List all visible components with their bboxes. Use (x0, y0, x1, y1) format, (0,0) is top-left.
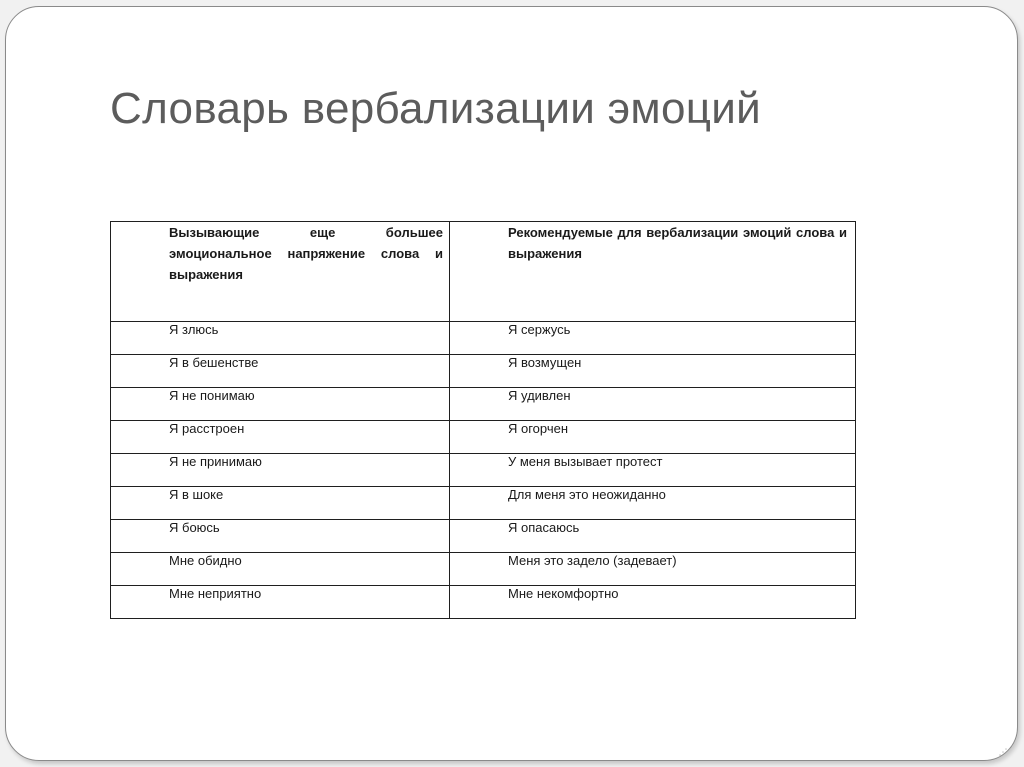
table-row (111, 454, 856, 487)
table-row (111, 586, 856, 619)
table-header-row (111, 222, 856, 322)
table-row (111, 388, 856, 421)
table-row (111, 553, 856, 586)
header-cell-intensifying: Вызывающие еще большее эмоциональное напряжение слова и выражения (111, 222, 450, 322)
emotion-vocabulary-table (110, 221, 856, 619)
table-cell-recommended: Я удивлен (450, 388, 856, 421)
dotted-corner-icon (998, 747, 1008, 757)
table-cell-recommended: Мне некомфортно (450, 586, 856, 619)
table-cell-intensifying: Я боюсь (111, 520, 450, 553)
slide-title: Словарь вербализации эмоций (110, 84, 761, 133)
table-cell-intensifying: Я не принимаю (111, 454, 450, 487)
table-cell-intensifying: Я в шоке (111, 487, 450, 520)
table-cell-intensifying: Я расстроен (111, 421, 450, 454)
table-cell-recommended: У меня вызывает протест (450, 454, 856, 487)
table-cell-intensifying: Я в бешенстве (111, 355, 450, 388)
table-cell-recommended: Я огорчен (450, 421, 856, 454)
table-row (111, 421, 856, 454)
table-cell-intensifying: Мне неприятно (111, 586, 450, 619)
table-cell-intensifying: Мне обидно (111, 553, 450, 586)
slide-corner-mark (998, 747, 1008, 757)
table-cell-intensifying: Я злюсь (111, 322, 450, 355)
table-cell-recommended: Я опасаюсь (450, 520, 856, 553)
table-row (111, 322, 856, 355)
table-row (111, 520, 856, 553)
table-cell-intensifying: Я не понимаю (111, 388, 450, 421)
table-cell-recommended: Я возмущен (450, 355, 856, 388)
header-cell-recommended: Рекомендуемые для вербализации эмоций слова и выражения (450, 222, 856, 322)
table-cell-recommended: Меня это задело (задевает) (450, 553, 856, 586)
table-cell-recommended: Для меня это неожиданно (450, 487, 856, 520)
table-cell-recommended: Я сержусь (450, 322, 856, 355)
table-row (111, 355, 856, 388)
table-row (111, 487, 856, 520)
